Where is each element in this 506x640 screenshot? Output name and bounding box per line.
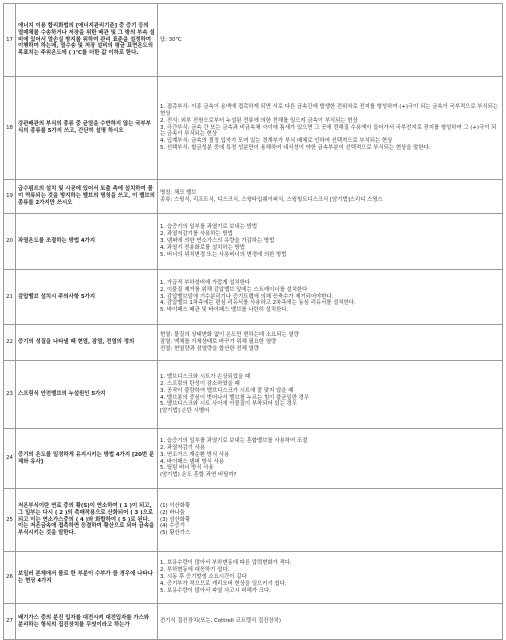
answer-cell: [158, 325, 503, 361]
qa-row: [4, 77, 503, 180]
question-text: 급수펌프의 설치 및 시공에 있어서 토출 측에 설치하여 물이 역류되는 것을 방지하는 밸브의 명칭을 쓰고, 이 밸브의 종류를 2가지만 쓰시오: [16, 180, 158, 214]
question-text: 과열온도를 조절하는 방법 4가지: [16, 214, 158, 270]
answer-line: 4. 바이패스 댐퍼 방식 사용: [160, 458, 225, 465]
answer-cell: [158, 489, 503, 552]
answer-line: 3. 댐퍼에 의한 연소가스의 유량을 가감하는 방법: [160, 238, 275, 245]
answer-line: 1. 밸브디스크와 시트가 손상되었을 때: [160, 373, 251, 380]
answer-line: 1. 습증기의 일부를 과열기로 보내는 방법: [160, 224, 258, 231]
qa-row: [4, 604, 503, 640]
answer-cell: [158, 180, 503, 214]
qa-row: [4, 489, 503, 552]
question-number: 19: [4, 180, 16, 214]
qa-row: [4, 270, 503, 325]
answer-line: 전기식 집진장치(또는, Cottrell 코트렐식 집진장치): [160, 618, 281, 625]
question-text: 저온부식이란 연료 중의 황(S)이 연소하여 ( 1 )이 되고, 그 일부는 다시 ( 2 )의 촉매작용으로 산화되어 ( 3 )으로 되고 이는 연소가스중의 ( 4 )와 화합하여 ( 5 )로 된다. 이는 저온금속에 접촉하면 응결하여 황산으로 되어 금속을 부식시키는 것을 말한다.: [16, 489, 158, 552]
qa-row: [4, 4, 503, 77]
qa-row: [4, 552, 503, 604]
answer-line: 5. 보유수량이 많아서 파열 사고시 피해가 크다.: [160, 587, 271, 594]
answer-line: 5. 틸팅 버너 방식 사용: [160, 465, 214, 472]
answer-line: (2) 바나듐: [160, 509, 185, 516]
answer-line: 3. 감압밸브앞에 기수분리기나 증기트랩에 의해 응축수가 제거되어야한다.: [160, 293, 334, 300]
answer-cell: [158, 4, 503, 77]
answer-cell: [158, 361, 503, 429]
answer-cell: [158, 77, 503, 180]
answer-line: 4. 증기부가 적으므로 캐리오버 현상을 일으키기 쉽다.: [160, 580, 287, 587]
question-number: 18: [4, 77, 16, 180]
answer-line: 1. 접촉부식: 이종 금속이 용액에 접촉하게 되면 서로 다른 금속간에 발생한 전위차로 전지를 형성하여 (+)극이 되는 금속이 국부적으로 부식되는 현상: [160, 103, 499, 117]
answer-line: 5. 밸브디스크와 시트 사이에 이물질이 부착되어 있는 경우: [160, 401, 297, 408]
answer-line: 3. 시동 후 증기발생 소요시간이 길다: [160, 574, 247, 581]
answer-cell: [158, 552, 503, 604]
answer-line: 2. 과열저감기를 사용하는 방법: [160, 231, 233, 238]
answer-line: 5. 선택부식: 합금성분 중에 특정 성분만이 용해하여 내식성이 약한 금속부분이 선택적으로 부식되는 현상을 말한다.: [160, 145, 431, 152]
answer-line: 3. 연소가스 재순환 방식 사용: [160, 451, 230, 458]
answer-line: 2. 이물질 제거를 위해 감압밸브 앞에는 스트레이너를 설치한다: [160, 286, 308, 293]
answer-line: (4) 수증기: [160, 523, 185, 530]
question-text: 증기의 온도를 일정하게 유지시키는 방법 4가지 [20번 문제와 유사]: [16, 429, 158, 489]
qa-row: [4, 361, 503, 429]
answer-line: 잠열: 액체를 기체상태로 바꾸기 위해 필요한 열량: [160, 339, 277, 346]
answer-line: 4. 감압밸브 1차측에는 편심 리듀서를 사용하고 2차측에는 동심 리듀서를 설치한다.: [160, 300, 356, 307]
answer-cell: [158, 214, 503, 270]
question-text: 에너지 이용 합리화법의 [에너지관리기준] 중 증기 등의 열매체를 수송하거나 저장을 위한 배관 및 그 밖의 부속 설비에 있어서 열손실 방지를 위하여 관리 표준을 설정하여 이행하여 하는데, 열수송 및 저장 설비의 평균 표면온도의 목표치는 주위온도에 ( )℃를 더한 값 이하로 한다.: [16, 4, 158, 77]
question-number: 26: [4, 552, 16, 604]
answer-line: 3. 공작이 불량하여 밸브디스크가 시트에 잘 맞지 않을 때: [160, 387, 294, 394]
question-text: 스프링식 안전밸브의 누설원인 5가지: [16, 361, 158, 429]
question-text: 감압밸브 설치시 주의사항 5가지: [16, 270, 158, 325]
answer-line: 1. 보유수량이 많아서 부하변동에 따른 압력변화가 적다.: [160, 560, 292, 567]
question-number: 20: [4, 214, 16, 270]
answer-line: 2. 스프링의 탄성이 감소하였을 때: [160, 380, 240, 387]
answer-cell: [158, 429, 503, 489]
question-number: 23: [4, 361, 16, 429]
answer-line: 1. 습증기의 일부를 과열기로 보내는 혼합밸브를 사용하여 조절: [160, 437, 308, 444]
qa-row: [4, 429, 503, 489]
answer-line: 전열: 현열량과 잠열량을 합산한 전체 열량: [160, 345, 259, 352]
answer-line: 현열: 물질의 상태변화 없이 온도만 변하는데 소요되는 열량: [160, 332, 299, 339]
question-text: 보일러 본체에서 물로 한 부분이 수부가 클 경우에 나타나는 현상 4가지: [16, 552, 158, 604]
answer-line: 5. 버너의 위치변경 또는 사용버너의 변경에 의한 방법: [160, 251, 287, 258]
answer-line: 명칭: 체크 밸브: [160, 189, 197, 196]
question-number: 25: [4, 489, 16, 552]
question-text: 배기가스 중의 분진 입자를 대전시켜 대전입자를 가스와 분리하는 형식의 집진장치를 무엇이라고 하는가: [16, 604, 158, 640]
question-number: 17: [4, 4, 16, 77]
answer-line: (암기법) 온도 혼합 과연 버틸까?: [160, 472, 237, 479]
answer-line: 2. 전식: 외부 전원으로부터 누설된 전류에 의한 전해를 일으켜 금속이 부식되는 현상: [160, 117, 358, 124]
answer-line: 5. 바이패스 배관 및 바이패스 밸브를 나란히 설치한다.: [160, 307, 289, 314]
answer-line: [암기법] 손탄 시벨어: [160, 408, 210, 415]
answer-line: 1. 가급적 부하설비에 가깝게 설치한다: [160, 279, 251, 286]
answer-cell: [158, 604, 503, 640]
qa-row: [4, 214, 503, 270]
answer-line: 4. 과열기 전용화로를 설치하는 방법: [160, 244, 245, 251]
answer-cell: [158, 270, 503, 325]
answer-line: (1) 이산화황: [160, 502, 191, 509]
answer-line: 3. 극간부식: 금속 간 또는 금속과 비금속체 사이에 틈새가 있으면 그 곳에 전해질 수용액이 들어가서 국부전지로 전지를 형성하여 그 (+)극이 되는 금속이 부식되는 현상: [160, 124, 497, 138]
answer-line: (5) 황산가스: [160, 530, 191, 537]
answer-line: 4. 밸브봉의 중심이 벗어나서 밸브를 누르는 힘이 불균일한 경우: [160, 394, 310, 401]
question-text: 증기의 성질을 나타낼 때 현열, 잠열, 전열의 정의: [16, 325, 158, 361]
question-number: 27: [4, 604, 16, 640]
answer-line: 2. 과열저감기 사용: [160, 444, 206, 451]
question-number: 22: [4, 325, 16, 361]
answer-line: (3) 삼산화황: [160, 516, 191, 523]
question-text: 강관배관의 부식의 종류 중 균열을 수반하지 않는 국부부식의 종류를 5가지 쓰고, 간단히 설명 하시오: [16, 77, 158, 180]
answer-line: 종류: 스윙식, 리프트식, 디스크식, 스윙타입웨이퍼식, 스윙윙트디스크식 [암기법]스리디 스윙스: [160, 196, 383, 203]
qa-row: [4, 325, 503, 361]
question-number: 21: [4, 270, 16, 325]
qa-table: [3, 3, 503, 640]
answer-line: 4. 입계부식: 금속의 결정 입자가 모여 있는 경계부가 부식 매체로 인하여 선택적으로 부식되는 현상: [160, 138, 393, 145]
answer-line: 2. 부하변동에 대응하기 쉽다.: [160, 567, 230, 574]
answer-line: 답: 30℃: [160, 36, 182, 43]
qa-row: [4, 180, 503, 214]
question-number: 24: [4, 429, 16, 489]
